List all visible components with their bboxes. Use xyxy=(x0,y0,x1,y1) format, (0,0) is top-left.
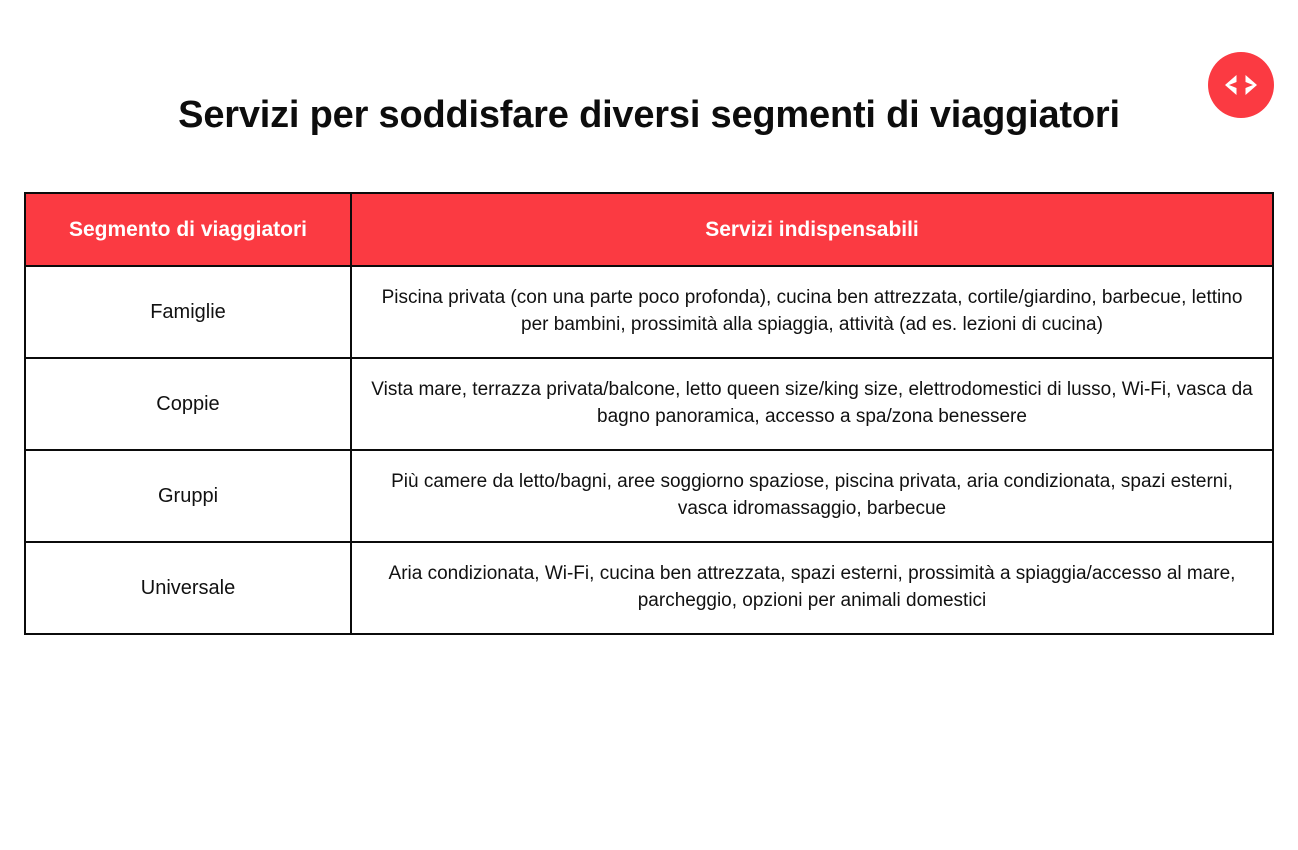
services-table-container xyxy=(24,192,1274,635)
table-row xyxy=(25,266,1273,358)
column-header-segment: Segmento di viaggiatori xyxy=(25,193,351,266)
cell-services: Più camere da letto/bagni, aree soggiorno spaziose, piscina privata, aria condizionata, spazi esterni, vasca idromassaggio, barbecue xyxy=(351,450,1273,542)
cell-services: Vista mare, terrazza privata/balcone, letto queen size/king size, elettrodomestici di lusso, Wi-Fi, vasca da bagno panoramica, accesso a spa/zona benessere xyxy=(351,358,1273,450)
table-body xyxy=(25,266,1273,634)
cell-segment: Famiglie xyxy=(25,266,351,358)
cell-segment: Gruppi xyxy=(25,450,351,542)
cell-services: Piscina privata (con una parte poco profonda), cucina ben attrezzata, cortile/giardino, barbecue, lettino per bambini, prossimità alla spiaggia, attività (ad es. lezioni di cucina) xyxy=(351,266,1273,358)
services-table xyxy=(24,192,1274,635)
table-header-row xyxy=(25,193,1273,266)
table-row xyxy=(25,450,1273,542)
cell-segment: Coppie xyxy=(25,358,351,450)
table-row xyxy=(25,358,1273,450)
table-row xyxy=(25,542,1273,634)
cell-services: Aria condizionata, Wi-Fi, cucina ben attrezzata, spazi esterni, prossimità a spiaggia/accesso al mare, parcheggio, opzioni per animali domestici xyxy=(351,542,1273,634)
cell-segment: Universale xyxy=(25,542,351,634)
table-header xyxy=(25,193,1273,266)
page-title: Servizi per soddisfare diversi segmenti di viaggiatori xyxy=(178,94,1120,136)
column-header-services: Servizi indispensabili xyxy=(351,193,1273,266)
